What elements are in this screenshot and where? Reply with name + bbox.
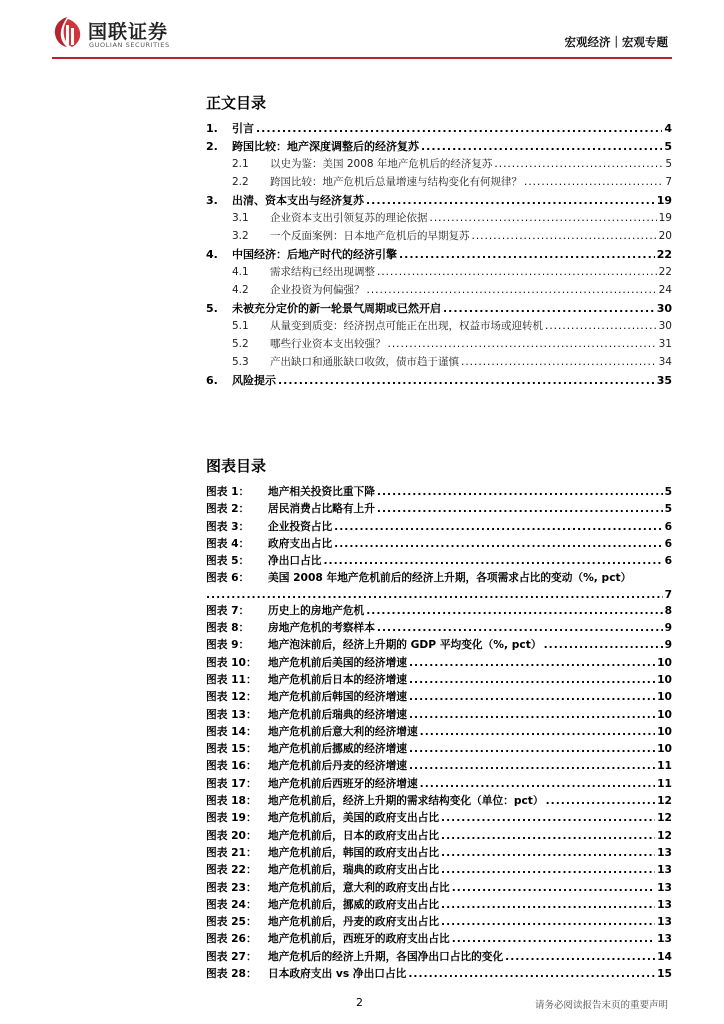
entry-text: 地产危机前后丹麦的经济增速 [268,759,407,773]
entry-title [206,880,450,895]
entry-title [206,300,441,316]
dot-leader [472,230,657,242]
entry-number: 图表 10： [206,655,257,669]
list-item[interactable] [206,192,672,210]
entry-number: 图表 8： [206,621,250,635]
entry-number: 图表 9： [206,638,250,652]
entry-title [232,282,365,297]
dot-leader [524,176,663,188]
dot-leader [377,266,657,278]
entry-title [232,174,522,189]
list-item[interactable] [206,264,672,282]
list-item-continuation[interactable] [206,588,672,603]
dot-leader [441,915,655,928]
entry-page: 22 [658,266,672,278]
list-item[interactable] [206,776,672,793]
entry-number: 6. [206,374,218,387]
entry-page: 9 [664,621,672,635]
entry-number: 5.2 [232,338,249,350]
entry-title [232,354,459,369]
entry-title [206,138,419,154]
entry-text: 以史为鉴：美国 2008 年地产危机后的经济复苏 [270,158,493,170]
entry-page: 11 [657,776,672,790]
entry-title [206,536,332,551]
entry-title [206,655,407,670]
list-item[interactable] [206,484,672,501]
entry-number: 图表 20： [206,828,257,842]
entry-title [206,707,407,722]
list-item[interactable] [206,672,672,689]
entry-number: 5.3 [232,356,249,368]
entry-text: 跨国比较：地产深度调整后的经济复苏 [232,140,419,153]
dot-leader [546,794,656,807]
entry-text: 地产危机前后美国的经济增速 [268,655,407,669]
dot-leader [409,656,655,669]
entry-title [232,264,375,279]
entry-title [232,336,386,351]
entry-page: 5 [664,502,672,516]
entry-text: 地产危机前后，瑞典的政府支出占比 [268,863,440,877]
entry-title [232,228,470,243]
list-item[interactable] [206,758,672,775]
entry-text: 地产危机后的经济上升期，各国净出口占比的变化 [268,949,504,963]
dot-leader [544,638,663,651]
entry-title [206,637,542,652]
entry-number: 图表 19： [206,811,257,825]
list-item[interactable] [206,828,672,845]
entry-number: 图表 27： [206,949,257,963]
entry-page: 10 [657,742,672,756]
entry-number: 3.2 [232,230,249,242]
dot-leader [377,502,663,515]
entry-text: 需求结构已经出现调整 [270,266,375,278]
list-item[interactable] [206,862,672,879]
entry-text: 地产危机前后意大利的经济增速 [268,724,418,738]
entry-text: 从量变到质变：经济拐点可能正在出现，权益市场或迎转机 [270,320,543,332]
entry-number: 3.1 [232,212,249,224]
entry-text: 地产危机前后，美国的政府支出占比 [268,811,440,825]
dot-leader [505,950,655,963]
entry-title [232,318,543,333]
table-of-contents [206,120,672,390]
entry-page: 14 [657,949,672,963]
list-item[interactable] [206,897,672,914]
list-item[interactable] [206,120,672,138]
entry-title [206,246,397,262]
dot-leader [388,338,657,350]
entry-title [206,620,375,635]
list-item[interactable] [206,914,672,931]
list-item[interactable] [206,536,672,553]
entry-title [206,949,503,964]
list-item[interactable] [206,156,672,174]
entry-page: 11 [657,759,672,773]
entry-number: 图表 3： [206,519,250,533]
entry-page: 13 [657,932,672,946]
list-item[interactable] [206,949,672,966]
entry-page: 15 [657,967,672,981]
entry-number: 4.2 [232,284,249,296]
entry-text: 跨国比较：地产危机后总量增速与结构变化有何规律？ [270,176,522,188]
entry-text: 地产危机前后，意大利的政府支出占比 [268,880,450,894]
list-item[interactable] [206,354,672,372]
entry-text: 净出口占比 [268,554,322,568]
entry-title [206,603,364,618]
dot-leader [366,604,662,617]
entry-number: 5. [206,302,218,315]
entry-text: 企业投资为何偏强？ [270,284,365,296]
entry-title [206,501,375,516]
list-item[interactable] [206,570,672,587]
entry-number: 图表 4： [206,536,250,550]
list-item[interactable] [206,138,672,156]
dot-leader [420,777,655,790]
list-item[interactable] [206,501,672,518]
dot-leader [441,863,655,876]
entry-text: 未被充分定价的新一轮景气周期或已然开启 [232,302,441,315]
entry-title [206,931,450,946]
entry-number: 图表 23： [206,880,257,894]
entry-page: 5 [664,140,672,153]
entry-text: 企业资本支出引领复苏的理论依据 [270,212,428,224]
entry-title [206,672,407,687]
dot-leader [408,967,655,980]
dot-leader [366,194,655,207]
entry-title [206,120,254,136]
entry-text: 地产危机前后，丹麦的政府支出占比 [268,915,440,929]
entry-text: 房地产危机的考察样本 [268,621,375,635]
list-item[interactable] [206,810,672,827]
report-category: 宏观经济｜宏观专题 [564,35,668,49]
entry-text: 美国 2008 年地产危机前后的经济上升期，各项需求占比的变动（%, pct） [268,571,632,585]
entry-number: 图表 28： [206,967,257,981]
entry-number: 图表 15： [206,742,257,756]
entry-title [206,553,321,568]
company-logo [52,16,202,52]
entry-text: 地产危机前后日本的经济增速 [268,672,407,686]
entry-title [206,897,439,912]
dot-leader [421,140,662,153]
entry-page: 6 [664,554,672,568]
entry-title [232,156,492,171]
entry-text: 出清、资本支出与经济复苏 [232,194,364,207]
entry-page: 20 [658,230,672,242]
list-item[interactable] [206,246,672,264]
disclaimer-note: 请务必阅读报告末页的重要声明 [534,1000,668,1011]
entry-page: 12 [657,811,672,825]
list-item[interactable] [206,282,672,300]
dot-leader [409,690,655,703]
entry-text: 地产危机前后，经济上升期的需求结构变化（单位：pct） [268,794,544,808]
dot-leader [443,302,655,315]
entry-number: 图表 16： [206,759,257,773]
entry-number: 3. [206,194,218,207]
entry-text: 企业投资占比 [268,519,333,533]
entry-text: 地产危机前后挪威的经济增速 [268,742,407,756]
entry-text: 地产危机前后，西班牙的政府支出占比 [268,932,450,946]
entry-page: 10 [657,672,672,686]
dot-leader [206,588,663,601]
entry-title [232,210,428,225]
entry-number: 1. [206,122,218,135]
entry-number: 图表 22： [206,863,257,877]
list-item[interactable] [206,519,672,536]
entry-page: 10 [657,690,672,704]
entry-number: 4. [206,248,218,261]
list-item[interactable] [206,880,672,897]
entry-text: 日本政府支出 vs 净出口占比 [268,967,407,981]
dot-leader [409,759,655,772]
list-item[interactable] [206,845,672,862]
entry-title [206,793,544,808]
list-item[interactable] [206,741,672,758]
entry-text: 产出缺口和通胀缺口收敛，债市趋于谨慎 [270,356,459,368]
entry-text: 哪些行业资本支出较强？ [270,338,386,350]
entry-title [206,689,407,704]
entry-number: 图表 7： [206,603,250,617]
entry-page: 5 [664,485,672,498]
entry-text: 历史上的房地产危机 [268,603,365,617]
entry-title [206,724,418,739]
entry-page: 19 [656,194,672,207]
dot-leader [441,829,655,842]
entry-number: 图表 26： [206,932,257,946]
entry-text: 地产危机前后瑞典的经济增速 [268,707,407,721]
entry-number: 图表 2： [206,502,250,516]
dot-leader [441,898,655,911]
figures-title: 图表目录 [206,457,267,475]
entry-page: 19 [658,212,672,224]
entry-page: 12 [657,828,672,842]
dot-leader [494,158,663,170]
toc-title: 正文目录 [206,94,267,112]
entry-page: 22 [656,248,672,261]
entry-title [206,776,418,791]
list-item[interactable] [206,318,672,336]
entry-title [206,828,439,843]
logo-mark-icon [52,16,82,48]
entry-title [206,519,332,534]
entry-number: 图表 13： [206,707,257,721]
entry-page: 13 [657,845,672,859]
list-item[interactable] [206,931,672,948]
entry-page: 10 [657,655,672,669]
entry-text: 引言 [232,122,254,135]
entry-title [206,758,407,773]
entry-page: 13 [657,897,672,911]
entry-number: 图表 11： [206,672,257,686]
entry-page: 30 [656,302,672,315]
dot-leader [399,248,655,261]
dot-leader [452,881,655,894]
dot-leader [420,725,655,738]
entry-number: 图表 5： [206,554,250,568]
entry-page: 13 [657,863,672,877]
dot-leader [367,284,657,296]
entry-number: 图表 12： [206,690,257,704]
entry-page: 7 [664,587,672,601]
entry-page: 6 [664,536,672,550]
entry-page: 12 [657,794,672,808]
list-item[interactable] [206,210,672,228]
entry-number: 2. [206,140,218,153]
entry-page: 31 [658,338,672,350]
list-item[interactable] [206,174,672,192]
entry-page: 9 [664,638,672,652]
entry-number: 图表 14： [206,724,257,738]
entry-title [206,914,439,929]
entry-number: 图表 24： [206,897,257,911]
entry-page: 10 [657,707,672,721]
entry-number: 5.1 [232,320,249,332]
entry-title [206,372,276,388]
entry-title [206,862,439,877]
entry-text: 居民消费占比略有上升 [268,502,375,516]
entry-text: 地产危机前后，挪威的政府支出占比 [268,897,440,911]
entry-page: 7 [665,176,672,188]
dot-leader [377,485,663,498]
page-header [0,0,724,62]
entry-page: 13 [657,880,672,894]
entry-title [206,966,406,981]
list-item[interactable] [206,707,672,724]
dot-leader [278,374,655,387]
entry-page: 10 [657,724,672,738]
dot-leader [334,537,662,550]
list-of-figures [206,484,672,983]
entry-number: 4.1 [232,266,249,278]
dot-leader [409,708,655,721]
entry-page: 35 [656,374,672,387]
entry-text: 地产相关投资比重下降 [268,485,375,498]
entry-title [206,570,631,585]
list-item[interactable] [206,655,672,672]
entry-title [206,810,439,825]
list-item[interactable] [206,372,672,390]
entry-title [206,845,439,860]
list-item[interactable] [206,637,672,654]
dot-leader [430,212,657,224]
entry-page: 34 [658,356,672,368]
page-number: 2 [356,996,363,1009]
dot-leader [377,621,663,634]
logo-text-cn: 国联证券 [88,21,169,43]
entry-number: 图表 25： [206,915,257,929]
list-item[interactable] [206,603,672,620]
entry-page: 30 [658,320,672,332]
entry-number: 图表 6： [206,571,250,585]
entry-number: 图表 21： [206,845,257,859]
dot-leader [441,846,655,859]
dot-leader [323,554,662,567]
list-item[interactable] [206,724,672,741]
dot-leader [409,673,655,686]
entry-title [206,192,364,208]
header-divider [52,57,672,59]
dot-leader [334,520,662,533]
dot-leader [441,811,655,824]
entry-page: 24 [658,284,672,296]
list-item[interactable] [206,620,672,637]
entry-page: 6 [664,519,672,533]
logo-text-en: GUOLIAN SECURITIES [89,41,170,49]
entry-text: 地产危机前后，日本的政府支出占比 [268,828,440,842]
entry-number: 图表 18： [206,794,257,808]
entry-number: 2.1 [232,158,249,170]
entry-text: 中国经济：后地产时代的经济引擎 [232,248,397,261]
entry-title [206,741,407,756]
entry-number: 图表 17： [206,776,257,790]
dot-leader [256,122,662,135]
entry-text: 地产危机前后西班牙的经济增速 [268,776,418,790]
list-item[interactable] [206,300,672,318]
entry-number: 图表 1： [206,485,250,498]
entry-text: 地产危机前后，韩国的政府支出占比 [268,845,440,859]
entry-text: 政府支出占比 [268,536,333,550]
list-item[interactable] [206,689,672,706]
entry-text: 地产泡沫前后，经济上升期的 GDP 平均变化（%, pct） [268,638,542,652]
dot-leader [452,932,655,945]
entry-title [206,484,375,499]
entry-page: 13 [657,915,672,929]
dot-leader [409,742,655,755]
entry-number: 2.2 [232,176,249,188]
entry-text: 一个反面案例：日本地产危机后的早期复苏 [270,230,470,242]
list-item[interactable] [206,228,672,246]
entry-text: 风险提示 [232,374,276,387]
list-item[interactable] [206,336,672,354]
dot-leader [461,356,657,368]
entry-text: 地产危机前后韩国的经济增速 [268,690,407,704]
entry-page: 4 [664,122,672,135]
list-item[interactable] [206,793,672,810]
list-item[interactable] [206,553,672,570]
list-item[interactable] [206,966,672,983]
entry-page: 8 [664,603,672,617]
entry-page: 5 [665,158,672,170]
dot-leader [545,320,657,332]
